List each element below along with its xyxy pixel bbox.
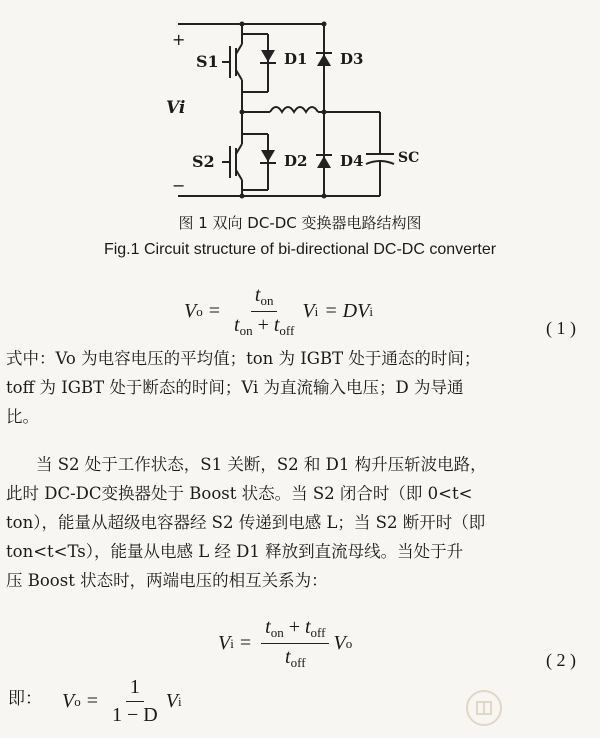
minus-terminal: −: [172, 176, 186, 195]
d3-label: D3: [340, 50, 364, 68]
circuit-diagram: [0, 0, 600, 210]
equation-2: V i = $\frac{t_{on} + t_{off}}{t_{off}}$ V o: [218, 616, 353, 670]
equation-3: V o = $\frac{1}{1 - D}$ V i: [62, 676, 182, 726]
equation-3-prefix: 即：: [8, 689, 42, 709]
equation-1-number: ( 1 ): [546, 318, 576, 338]
figure-caption-cn: 图 1 双向 DC-DC 变换器电路结构图: [178, 214, 422, 232]
plus-terminal: +: [172, 30, 186, 49]
vi-label: Vi: [166, 98, 186, 118]
s2-label: S2: [192, 152, 215, 171]
paragraph-boost: 当 S2 处于工作状态，S1 关断，S2 和 D1 构升压斩波电路， 此时 DC-DC变换器处于 Boost 状态。当 S2 闭合时（即 0<t< ton），能量从超级电容器经 S2 传递到电感 L；当 S2 断开时（即 ton<t<Ts），能量从电感 L 经 D1 释放到直流母线。当处于升 压 Boost 状态时，两端电压的相互关系为：: [6, 455, 487, 590]
s1-label: S1: [196, 52, 219, 71]
paragraph-definitions: 式中：Vo 为电容电压的平均值；ton 为 IGBT 处于通态的时间； toff 为 IGBT 处于断态的时间；Vi 为直流输入电压；D 为导通 比。: [6, 349, 481, 426]
d1-label: D1: [284, 50, 308, 68]
figure-caption-en: Fig.1 Circuit structure of bi-directional DC-DC converter: [103, 241, 497, 258]
equation-1: V o = $\frac{t_{on}}{t_{on} + t_{off}}$ V i = DV i: [184, 284, 373, 338]
d2-label: D2: [284, 152, 308, 170]
sc-label: SC: [398, 150, 420, 166]
watermark-logo: [464, 688, 504, 728]
d4-label: D4: [340, 152, 364, 170]
equation-2-number: ( 2 ): [546, 650, 576, 670]
